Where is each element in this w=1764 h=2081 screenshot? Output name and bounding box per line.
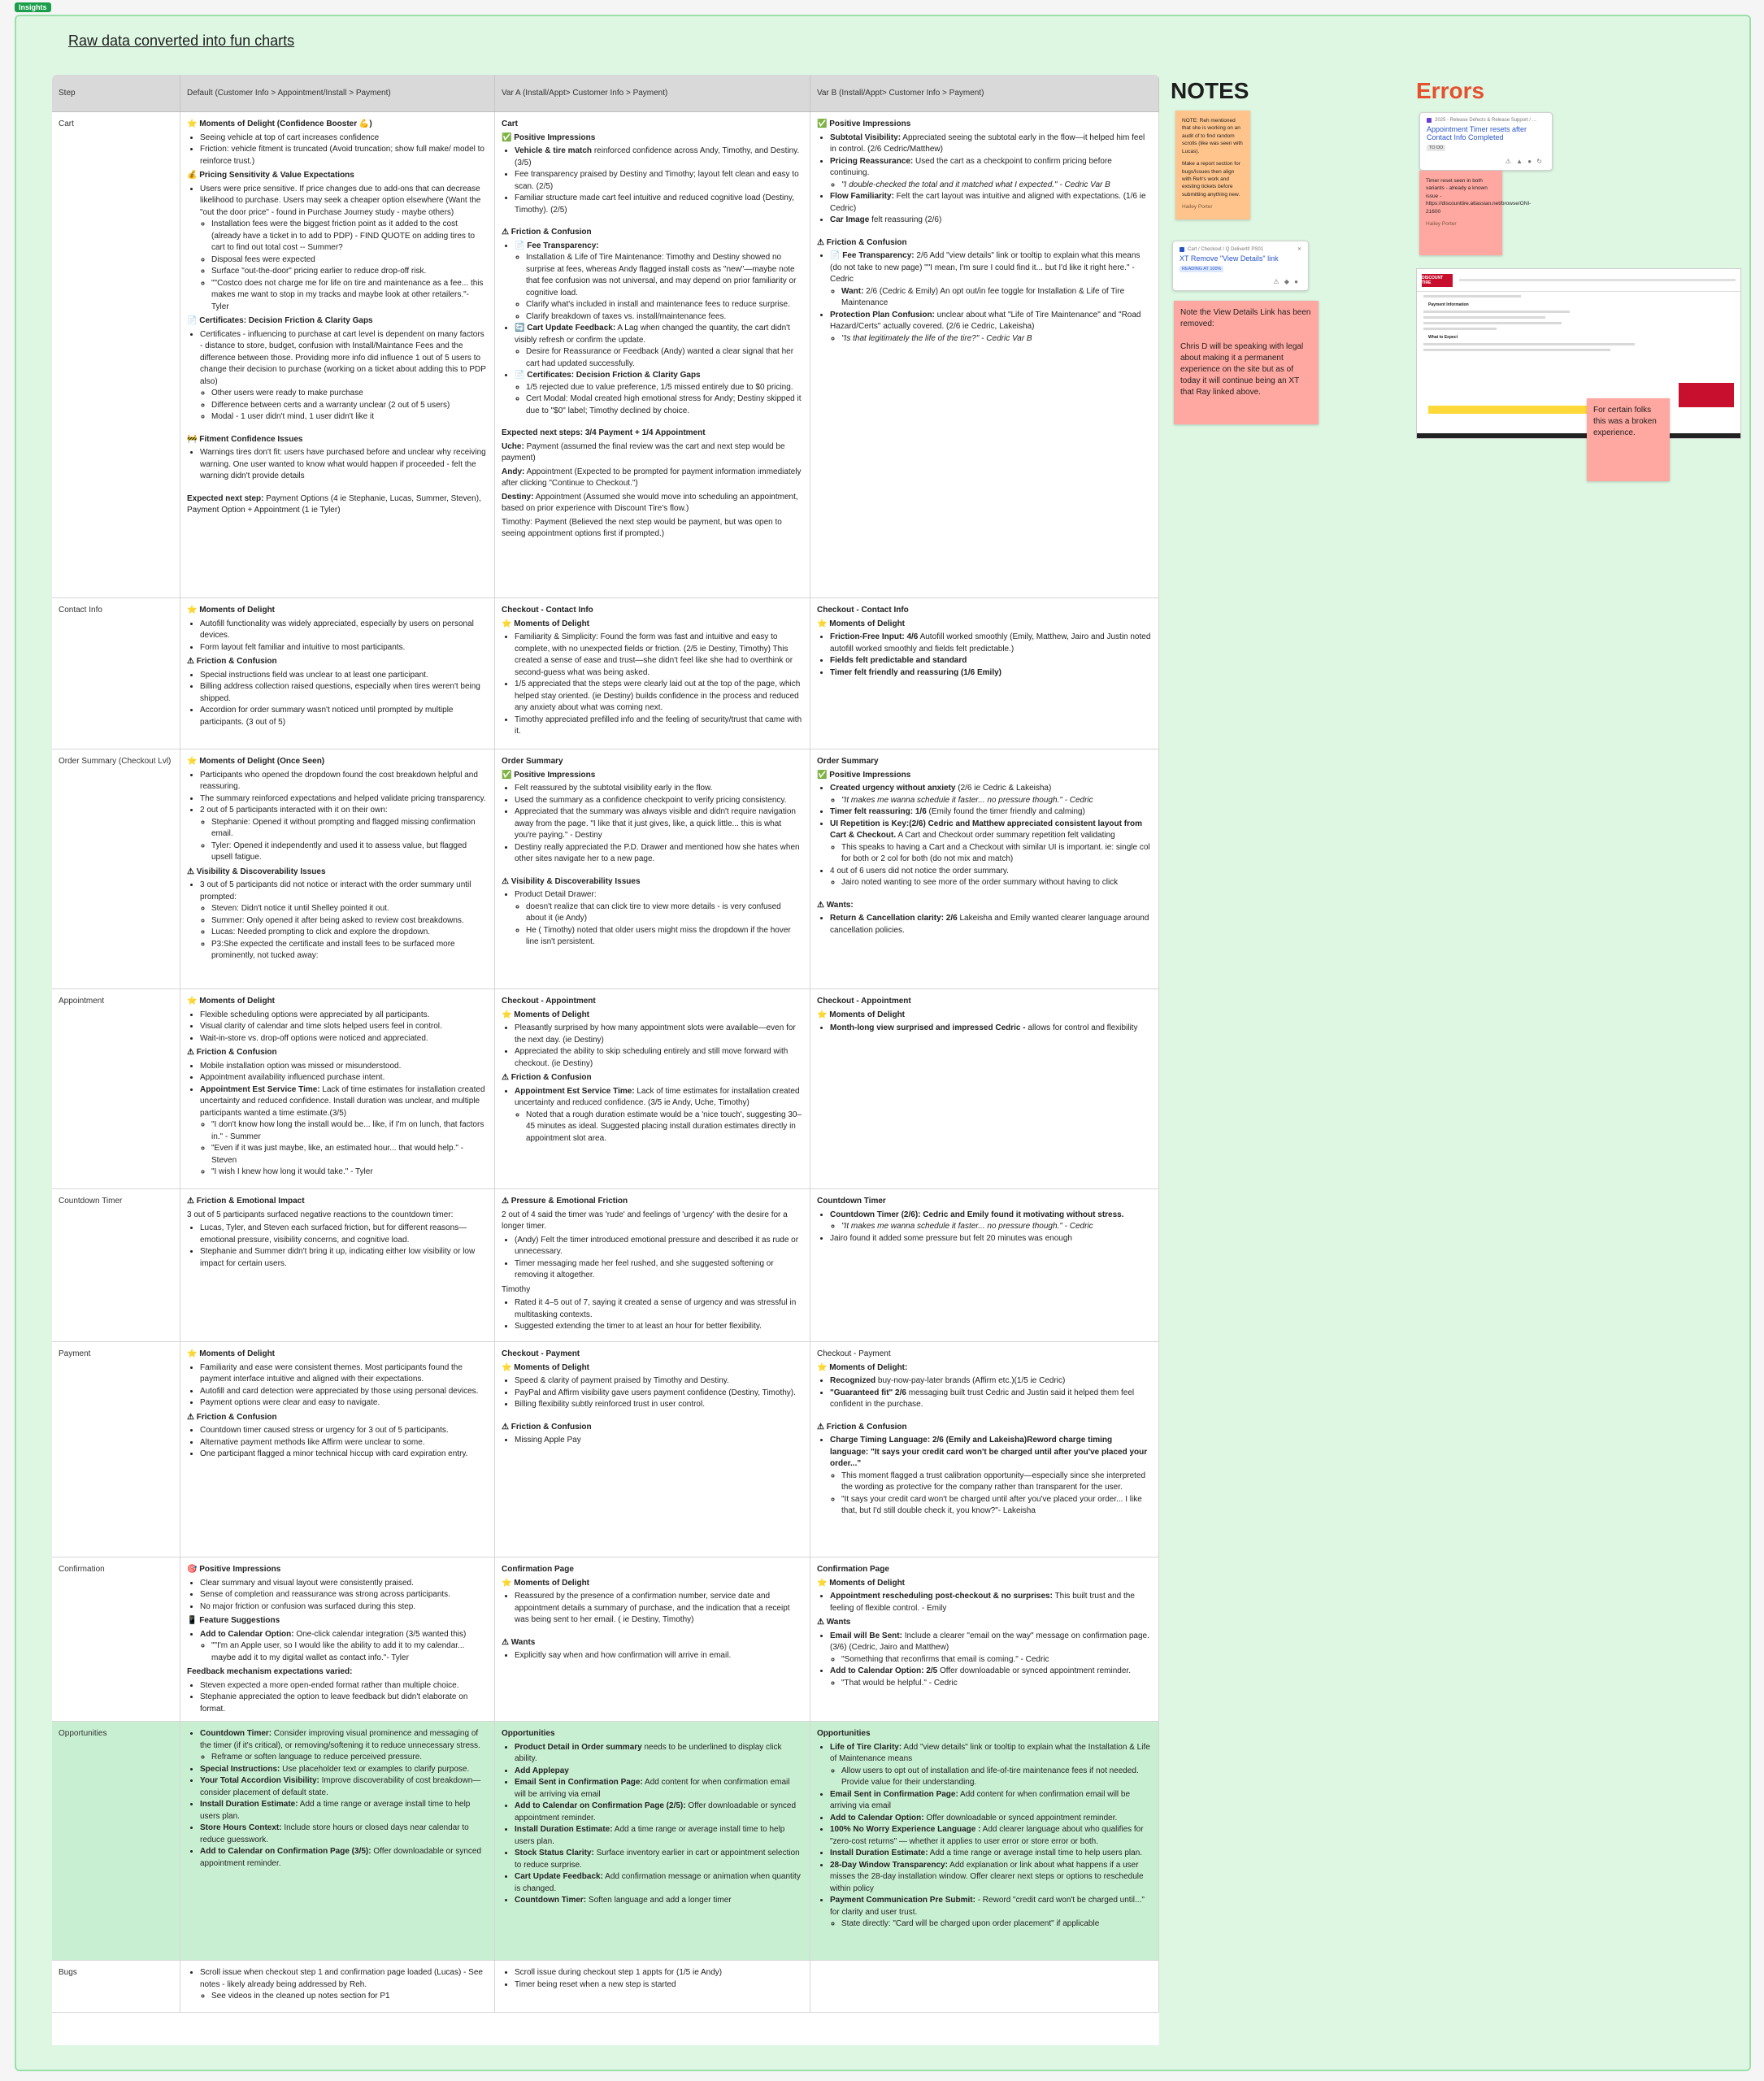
cell-order-var-a: Order Summary ✅ Positive Impressions • Felt reassured by the subtotal visibility early in the flow. • Used the summary as a confidence checkpoint to verify pricing consistency. • Appreciated that the summary was always visible and didn't require navigation away from the page. "I like that it just gives, like, a quick little... this is what you're paying." - Destiny • Destiny really appreciated the P.D. Drawer and mentioned how she hates when other sites navigate her to a new page. ⚠ Visibility & Discoverability Issues • Product Detail Drawer: ◦ doesn't realize that can click tire to view more details - is very confused about it (ie Andy) ◦ He ( Timothy) noted that older users might miss the dropdown if the hover line isn't persistent. xyxy=(495,749,810,988)
cell-appt-var-a: Checkout - Appointment ⭐ Moments of Delight • Pleasantly surprised by how many appointment slots were available—even for the next day. (ie Destiny) • Appreciated the ability to skip scheduling entirely and still move forward with checkout. (ie Destiny) ⚠ Friction & Confusion • Appointment Est Service Time: Lack of time estimates for installation created uncertainty and reduced confidence. (3/5 ie Andy, Uche, Timothy) ◦ Noted that a rough duration estimate would be a 'nice touch', suggesting 30–45 minutes as ideal. Suggested placing install duration estimates directly in appointment slot area. xyxy=(495,989,810,1188)
errors-heading: Errors xyxy=(1416,78,1485,103)
errors-sticky-timer[interactable]: Timer reset seen in both variants - already a known issue - https://discounttire.atlassian.net/browse/ONI-21600 Hailey Porter xyxy=(1419,171,1502,255)
row-label-order-summary: Order Summary (Checkout Lvl) xyxy=(52,749,180,988)
section-tag[interactable]: Insights xyxy=(15,2,51,12)
cell-opp-var-b: Opportunities • Life of Tire Clarity: Add "view details" link or tooltip to explain what the Installation & Life of Maintenance means ◦ Allow users to opt out of installation and life-of-tire maintenance fees if not needed. Provide value for their understanding. • Email Sent in Confirmation Page: Add content for when confirmation email will be arriving via email • Add to Calendar Option: Offer downloadable or synced appointment reminder. • 100% No Worry Experience Language : Add clearer language about who qualifies for "zero-cost returns" — whether it applies to user error or store error or both. • Install Duration Estimate: Add a time range or average install time to help users plan. • 28-Day Window Transparency: Add explanation or link about what happens if a user misses the 28-day installation window. Offer clearer next steps or options to reschedule within policy • Payment Communication Pre Submit: - Reword "credit card won't be charged until..." for clarity and user trust. ◦ State directly: "Card will be charged upon order placement" if applicable xyxy=(810,1722,1159,1960)
notes-sticky-audit[interactable]: NOTE: Reh mentioned that she is working on an audit of to find random scrolls (like was seen with Lucas). Make a report section for bugs/issues then align with Reh's work and existing tickets before submitting anything new. Hailey Porter xyxy=(1175,111,1250,219)
table-row xyxy=(52,1961,1159,2013)
cell-bugs-var-b xyxy=(810,1961,1159,2012)
cell-bugs-var-a: • Scroll issue during checkout step 1 appts for (1/5 ie Andy) • Timer being reset when a new step is started xyxy=(495,1961,810,2012)
row-label-contact: Contact Info xyxy=(52,598,180,749)
table-row xyxy=(52,598,1159,749)
table-header xyxy=(52,75,1159,112)
jira-card-remove-view-details[interactable]: Cart / Checkout / Q DeliverIt! PS01 ✕ XT Remove "View Details" link READING AT 100% ⚠ ◆ ● xyxy=(1172,241,1309,291)
cell-timer-var-a: ⚠ Pressure & Emotional Friction 2 out of 4 said the timer was 'rude' and feelings of 'urgency' with the desire for a longer timer. • (Andy) Felt the timer introduced emotional pressure and described it as rude or unnecessary. • Timer messaging made her feel rushed, and she suggested softening or removing it altogether. Timothy • Rated it 4–5 out of 7, saying it created a sense of urgency and was stressful in multitasking contexts. • Suggested extending the timer to at least an hour for better flexibility. xyxy=(495,1189,810,1341)
cell-order-default: ⭐ Moments of Delight (Once Seen) • Participants who opened the dropdown found the cost breakdown helpful and reassuring. • The summary reinforced expectations and helped validate pricing transparency. • 2 out of 5 participants interacted with it on their own: ◦ Stephanie: Opened it without prompting and flagged missing confirmation email. ◦ Tyler: Opened it independently and used it to assess value, but flagged upsell fatigue. ⚠ Visibility & Discoverability Issues • 3 out of 5 participants did not notice or interact with the order summary until prompted: ◦ Steven: Didn't notice it until Shelley pointed it out. ◦ Summer: Only opened it after being asked to review cost breakdowns. ◦ Lucas: Needed prompting to click and explore the dropdown. ◦ P3:She expected the certificate and install fees to be surfaced more prominently, not tucked away: xyxy=(180,749,495,988)
cell-appt-default: ⭐ Moments of Delight • Flexible scheduling options were appreciated by all participants. • Visual clarity of calendar and time slots helped users feel in control. • Wait-in-store vs. drop-off options were noticed and appreciated. ⚠ Friction & Confusion • Mobile installation option was missed or misunderstood. • Appointment availability influenced purchase intent. • Appointment Est Service Time: Lack of time estimates for installation created uncertainty and reduced confidence. Install duration was unclear, and multiple participants wanted a time estimate.(3/5) ◦ "I don't know how long the install would be... like, if I'm on lunch, that factors in." - Summer ◦ "Even if it was just maybe, like, an estimated hour... that would help." - Steven ◦ "I wish I knew how long it would take." - Tyler xyxy=(180,989,495,1188)
close-icon[interactable]: ✕ xyxy=(1297,247,1301,252)
row-label-appointment: Appointment xyxy=(52,989,180,1188)
jira-icon xyxy=(1427,118,1432,123)
card-status-icons: ⚠ ▲ ● ↻ xyxy=(1505,158,1544,165)
row-label-payment: Payment xyxy=(52,1342,180,1557)
cell-payment-default: ⭐ Moments of Delight • Familiarity and ease were consistent themes. Most participants found the payment interface intuitive and aligned with their expectations. • Autofill and card detection were appreciated by those using personal devices. • Payment options were clear and easy to navigate. ⚠ Friction & Confusion • Countdown timer caused stress or urgency for 3 out of 5 participants. • Alternative payment methods like Affirm were unclear to some. • One participant flagged a minor technical hiccup with card expiration entry. xyxy=(180,1342,495,1557)
cell-opp-var-a: Opportunities • Product Detail in Order summary needs to be underlined to display click ability. • Add Applepay • Email Sent in Confirmation Page: Add content for when confirmation email will be arriving via email • Add to Calendar on Confirmation Page (2/5): Offer downloadable or synced appointment reminder. • Install Duration Estimate: Add a time range or average install time to help users plan. • Stock Status Clarity: Surface inventory earlier in cart or appointment selection to reduce surprise. • Cart Update Feedback: Add confirmation message or animation when quantity is changed. • Countdown Timer: Soften language and add a longer timer xyxy=(495,1722,810,1960)
cell-payment-var-a: Checkout - Payment ⭐ Moments of Delight • Speed & clarity of payment praised by Timothy and Destiny. • PayPal and Affirm visibility gave users payment confidence (Destiny, Timothy). • Billing flexibility subtly reinforced trust in user control. ⚠ Friction & Confusion • Missing Apple Pay xyxy=(495,1342,810,1557)
cell-bugs-default: • Scroll issue when checkout step 1 and confirmation page loaded (Lucas) - See notes - likely already being addressed by Reh. ◦ See videos in the cleaned up notes section for P1 xyxy=(180,1961,495,2012)
table-row xyxy=(52,1557,1159,1722)
header-var-b: Var B (Install/Appt> Customer Info > Payment) xyxy=(810,75,1159,111)
cell-timer-default: ⚠ Friction & Emotional Impact 3 out of 5 participants surfaced negative reactions to the countdown timer: • Lucas, Tyler, and Steven each surfaced friction, but for different reasons—emotional pressure, visibility concerns, and cognitive load. • Stephanie and Summer didn't bring it up, indicating either low visibility or low impact for certain users. xyxy=(180,1189,495,1341)
cell-cart-var-b: ✅ Positive Impressions • Subtotal Visibility: Appreciated seeing the subtotal early in the flow—it helped him feel in control. (2/6 Cedric/Matthew) • Pricing Reassurance: Used the cart as a checkpoint to confirm pricing before continuing. ◦ "I double-checked the total and it matched what I expected." - Cedric Var B • Flow Familiarity: Felt the cart layout was intuitive and aligned with expectations. (1/6 ie Cedric) • Car Image felt reassuring (2/6) ⚠ Friction & Confusion • 📄 Fee Transparency: 2/6 Add "view details" link or tooltip to explain what this means (do not take to new page) ""I mean, I'm sure I could find it... but I'd like it right here." - Cedric ◦ Want: 2/6 (Cedric & Emily) An opt out/in fee toggle for Installation & Life of Tire Maintenance • Protection Plan Confusion: unclear about what "Life of Tire Maintenance" and "Road Hazard/Certs" actually covered. (2/6 ie Cedric, Lakeisha) ◦ "Is that legitimately the life of the tire?" - Cedric Var B xyxy=(810,112,1159,597)
table-row xyxy=(52,989,1159,1189)
row-label-opportunities: Opportunities xyxy=(52,1722,180,1960)
table-row xyxy=(52,1342,1159,1557)
cell-contact-default: ⭐ Moments of Delight • Autofill functionality was widely appreciated, especially by users on personal devices. • Form layout felt familiar and intuitive to most participants. ⚠ Friction & Confusion • Special instructions field was unclear to at least one participant. • Billing address collection raised questions, especially when tires weren't being shipped. • Accordion for order summary wasn't noticed until prompted by multiple participants. (3 out of 5) xyxy=(180,598,495,749)
row-label-bugs: Bugs xyxy=(52,1961,180,2012)
row-label-countdown-timer: Countdown Timer xyxy=(52,1189,180,1341)
cell-confirmation-var-b: Confirmation Page ⭐ Moments of Delight • Appointment rescheduling post-checkout & no surprises: This built trust and the feeling of flexible control. - Emily ⚠ Wants • Email will Be Sent: Include a clearer "email on the way" message on confirmation page. (3/6) (Cedric, Jairo and Matthew) ◦ "Something that reconfirms that email is coming." - Cedric • Add to Calendar Option: 2/5 Offer downloadable or synced appointment reminder. ◦ "That would be helpful." - Cedric xyxy=(810,1557,1159,1721)
insights-table xyxy=(52,75,1159,2045)
table-row xyxy=(52,749,1159,989)
cell-cart-var-a: Cart ✅ Positive Impressions • Vehicle & tire match reinforced confidence across Andy, Timothy, and Destiny. (3/5) • Fee transparency praised by Destiny and Timothy; layout felt clean and easy to scan. (2/5) • Familiar structure made cart feel intuitive and reduced cognitive load (Destiny, Timothy). (2/5) ⚠ Friction & Confusion • 📄 Fee Transparency: ◦ Installation & Life of Tire Maintenance: Timothy and Destiny showed no surprise at fees, whereas Andy flagged install costs as "new"—maybe note that fee confusion was not universal, and may depend on prior familiarity or cognitive load. ◦ Clarify what's included in install and maintenance fees to reduce surprise. ◦ Clarify breakdown of taxes vs. install/maintenance fees. • 🔄 Cart Update Feedback: A Lag when changed the quantity, the cart didn't visibly refresh or confirm the update. ◦ Desire for Reassurance or Feedback (Andy) wanted a clear signal that her cart had updated successfully. • 📄 Certificates: Decision Friction & Clarity Gaps ◦ 1/5 rejected due to value preference, 1/5 missed entirely due to $0 pricing. ◦ Cert Modal: Modal created high emotional stress for Andy; Destiny skipped it due to "$0" label; Timothy declined by choice. Expected next steps: 3/4 Payment + 1/4 Appointment Uche: Payment (assumed the final review was the cart and next step would be payment) Andy: Appointment (Expected to be prompted for payment information immediately after clicking "Continue to Checkout.") Destiny: Appointment (Assumed she would move into scheduling an appointment, based on prior experience with Discount Tire's flow.) Timothy: Payment (Believed the next step would be payment, but was open to seeing appointment options first if prompted.) xyxy=(495,112,810,597)
header-step: Step xyxy=(52,75,180,111)
cell-contact-var-b: Checkout - Contact Info ⭐ Moments of Delight • Friction-Free Input: 4/6 Autofill worked smoothly (Emily, Matthew, Jairo and Justin noted autofill worked smoothly and fields felt predictable.) • Fields felt predictable and standard • Timer felt friendly and reassuring (1/6 Emily) xyxy=(810,598,1159,749)
checkout-screenshot: DISCOUNT TIRE Payment Information What to Expect xyxy=(1416,268,1741,439)
notes-sticky-view-details[interactable]: Note the View Details Link has been removed: Chris D will be speaking with legal about making it a permanent experience on the site but as of today it will continue being an XT that Ray linked above. xyxy=(1174,301,1319,424)
cell-cart-default: ⭐ Moments of Delight (Confidence Booster 💪) • Seeing vehicle at top of cart increases confidence • Friction: vehicle fitment is truncated (Avoid truncation; show full make/ model to reinforce trust.) 💰 Pricing Sensitivity & Value Expectations • Users were price sensitive. If price changes due to add-ons that can decrease likelihood to purchase. Users may seek a cheaper option elsewhere (Want the "out the door price" - found in Purchase Journey study - maybe others) ◦ Installation fees were the biggest friction point as it added to the cost (already have a ticket in to add to PDP) - FIND QUOTE on adding tires to cart to find out total cost -- Summer? ◦ Disposal fees were expected ◦ Surface "out-the-door" pricing earlier to reduce drop-off risk. ◦ ""Costco does not charge me for life on tire and maintenance as a fee... this makes me want to stop in my tracks and maybe look at other retailers."- Tyler 📄 Certificates: Decision Friction & Clarity Gaps • Certificates - influencing to purchase at cart level is dependent on many factors - distance to store, budget, confusion with Install/Maintance Fees and the difference between those. Providing more info did influence 1 out of 5 users to change their decision to purchase (working on a ticket about adding this to PDP also) ◦ Other users were ready to make purchase ◦ Difference between certs and a warranty unclear (2 out of 5 users) ◦ Modal - 1 user didn't mind, 1 user didn't like it 🚧 Fitment Confidence Issues • Warnings tires don't fit: users have purchased before and unclear why receiving warning. One user wanted to know what would happen if proceeded - felt the warning didn't provide details Expected next step: Payment Options (4 ie Stephanie, Lucas, Summer, Steven), Payment Option + Appointment (1 ie Tyler) xyxy=(180,112,495,597)
header-default: Default (Customer Info > Appointment/Install > Payment) xyxy=(180,75,495,111)
errors-sticky-broken[interactable]: For certain folks this was a broken experience. xyxy=(1587,398,1670,481)
cell-opp-default: • Countdown Timer: Consider improving visual prominence and messaging of the timer (if it's critical), or removing/softening it to reduce unnecessary stress. ◦ Reframe or soften language to reduce perceived pressure. • Special Instructions: Use placeholder text or examples to clarify purpose. • Your Total Accordion Visibility: Improve discoverability of cost breakdown—consider placement of default state. • Install Duration Estimate: Add a time range or average install time to help users plan. • Store Hours Context: Include store hours or closed days near calendar to reduce guesswork. • Add to Calendar on Confirmation Page (3/5): Offer downloadable or synced appointment reminder. xyxy=(180,1722,495,1960)
jira-icon xyxy=(1180,247,1184,252)
cell-confirmation-default: 🎯 Positive Impressions • Clear summary and visual layout were consistently praised. • Sense of completion and reassurance was strong across participants. • No major friction or confusion was surfaced during this step. 📱 Feature Suggestions • Add to Calendar Option: One-click calendar integration (3/5 wanted this) ◦ ""I'm an Apple user, so I would like the ability to add it to my calendar... maybe add it to my digital wallet as contact info."- Tyler Feedback mechanism expectations varied: • Steven expected a more open-ended format rather than multiple choice. • Stephanie appreciated the option to leave feedback but didn't elaborate on format. xyxy=(180,1557,495,1721)
cell-payment-var-b: Checkout - Payment ⭐ Moments of Delight: • Recognized buy-now-pay-later brands (Affirm etc.)(1/5 ie Cedric) • "Guaranteed fit" 2/6 messaging built trust Cedric and Justin said it helped them feel confident in the purchase. ⚠ Friction & Confusion • Charge Timing Language: 2/6 (Emily and Lakeisha)Reword charge timing language: "It says your credit card won't be charged until after you've placed your order..." ◦ This moment flagged a trust calibration opportunity—especially since she interpreted the wording as protective for the company rather than transparent for the user. ◦ "It says your credit card won't be charged until after you've placed your order... I like that, but I'd still double check it, you know?"- Lakeisha xyxy=(810,1342,1159,1557)
cell-contact-var-a: Checkout - Contact Info ⭐ Moments of Delight • Familiarity & Simplicity: Found the form was fast and intuitive and easy to complete, with no unexpected fields or friction. (2/5 ie Destiny, Timothy) This created a sense of ease and trust—she didn't feel like she had to overthink or second-guess what was being asked. • 1/5 appreciated that the steps were clearly laid out at the top of the page, which helped stay oriented. (ie Destiny) builds confidence in the process and reduced any anxiety about what was coming next. • Timothy appreciated prefilled info and the feeling of security/trust that came with it. xyxy=(495,598,810,749)
cell-confirmation-var-a: Confirmation Page ⭐ Moments of Delight • Reassured by the presence of a confirmation number, service date and appointment details a summary of purchase, and the indication that a receipt was being sent to her email. ( ie Destiny, Timothy) ⚠ Wants • Explicitly say when and how confirmation will arrive in email. xyxy=(495,1557,810,1721)
alert-box xyxy=(1679,383,1734,407)
card-status-icons: ⚠ ◆ ● xyxy=(1273,278,1300,285)
row-label-cart: Cart xyxy=(52,112,180,597)
discount-tire-logo: DISCOUNT TIRE xyxy=(1422,274,1453,287)
table-row xyxy=(52,1189,1159,1342)
header-var-a: Var A (Install/Appt> Customer Info > Payment) xyxy=(495,75,810,111)
notes-heading: NOTES xyxy=(1171,78,1249,103)
table-row xyxy=(52,112,1159,598)
row-label-confirmation: Confirmation xyxy=(52,1557,180,1721)
table-row xyxy=(52,1722,1159,1961)
cell-timer-var-b: Countdown Timer • Countdown Timer (2/6): Cedric and Emily found it motivating without stress. ◦ "It makes me wanna schedule it faster... no pressure though." - Cedric • Jairo found it added some pressure but felt 20 minutes was enough xyxy=(810,1189,1159,1341)
cell-order-var-b: Order Summary ✅ Positive Impressions • Created urgency without anxiety (2/6 ie Cedric & Lakeisha) ◦ "It makes me wanna schedule it faster... no pressure though." - Cedric • Timer felt reassuring: 1/6 (Emily found the timer friendly and calming) • UI Repetition is Key:(2/6) Cedric and Matthew appreciated consistent layout from Cart & Checkout. A Cart and Checkout order summary repetition felt validating ◦ This speaks to having a Cart and a Checkout with similar UI is important. ie: single col for both or 2 col for both (do not mix and match) • 4 out of 6 users did not notice the order summary. ◦ Jairo noted wanting to see more of the order summary without having to click ⚠ Wants: • Return & Cancellation clarity: 2/6 Lakeisha and Emily wanted clearer language around cancellation policies. xyxy=(810,749,1159,988)
cell-appt-var-b: Checkout - Appointment ⭐ Moments of Delight • Month-long view surprised and impressed Cedric - allows for control and flexibility xyxy=(810,989,1159,1188)
jira-card-timer-reset[interactable]: 2025 - Release Defects & Release Support / ... Appointment Timer resets after Contact Info Completed TO DO ⚠ ▲ ● ↻ xyxy=(1419,112,1553,171)
board-title[interactable]: Raw data converted into fun charts xyxy=(68,33,295,49)
